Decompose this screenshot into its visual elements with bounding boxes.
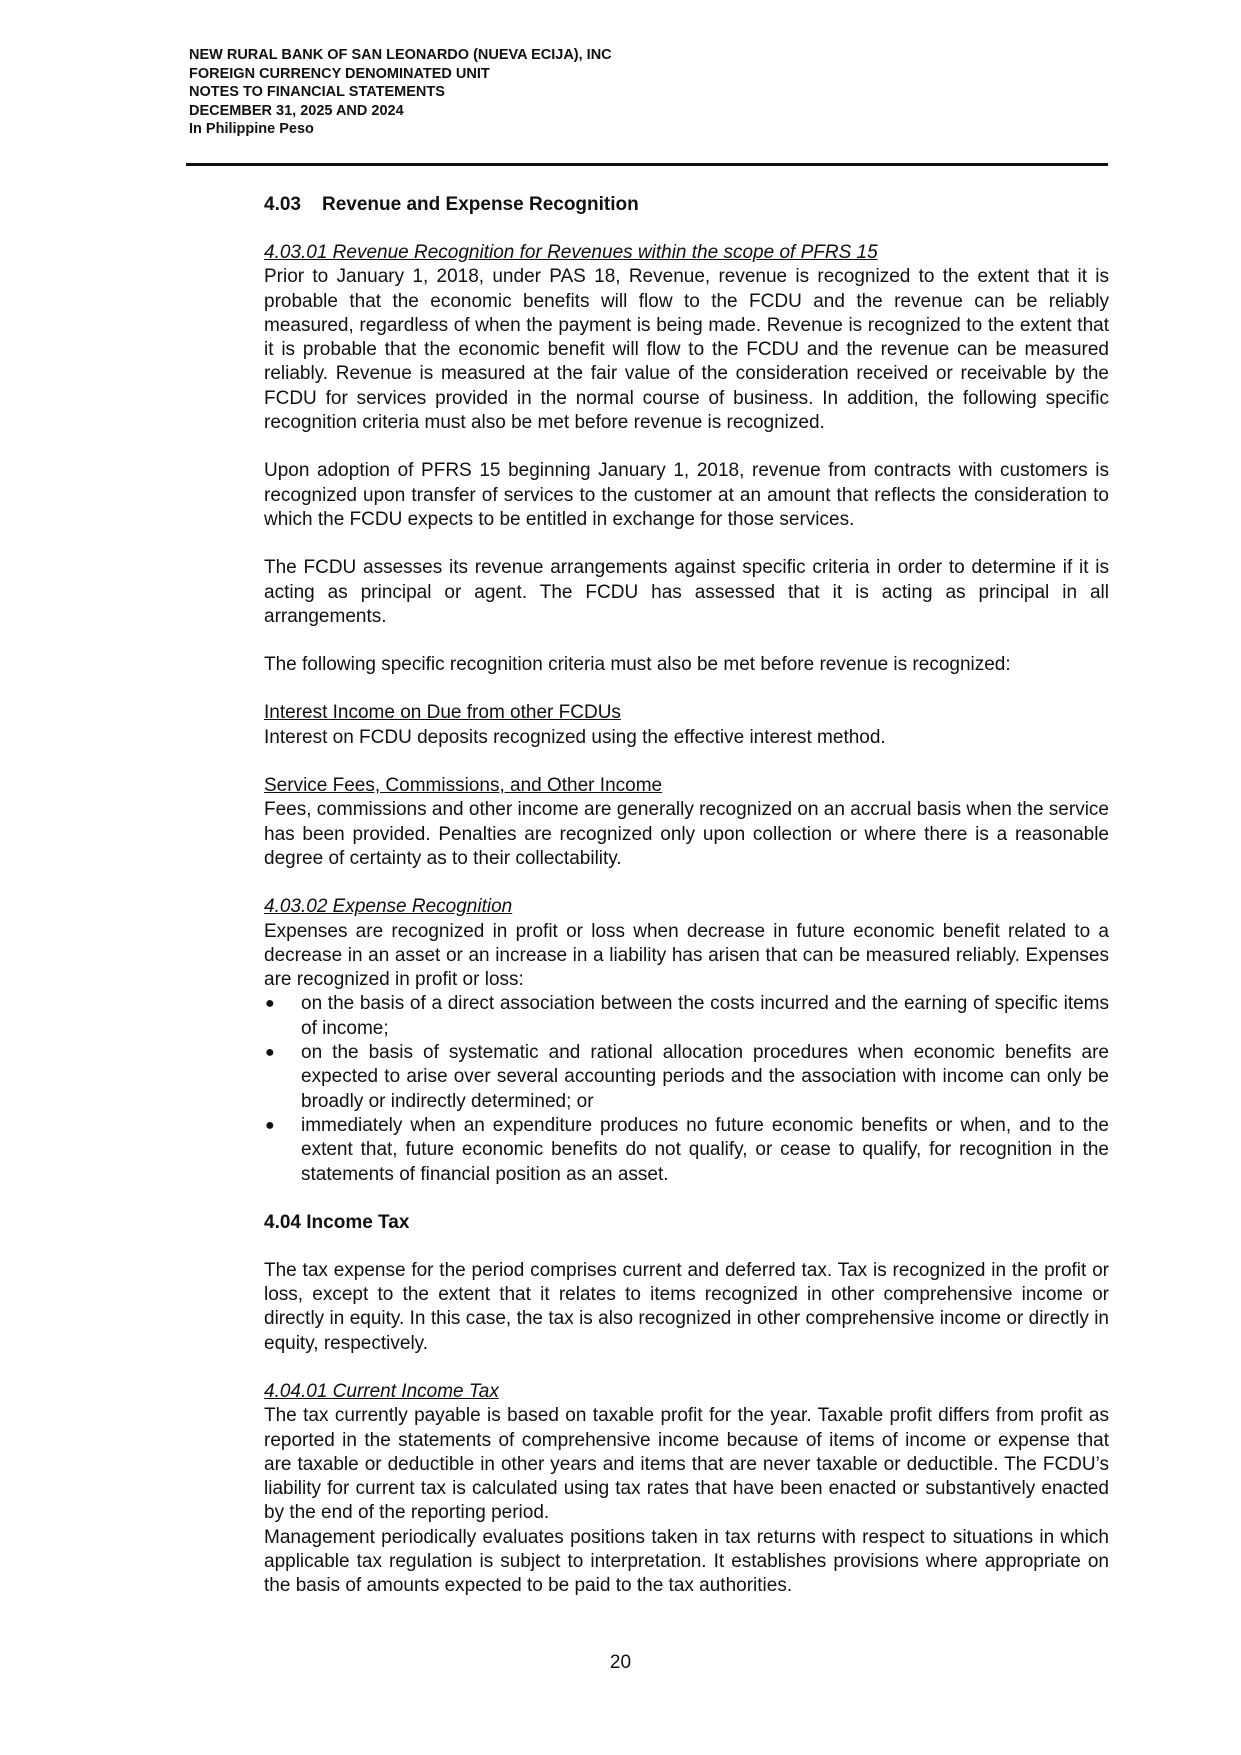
subsection-40302-heading: 4.03.02 Expense Recognition <box>264 896 513 918</box>
header-currency: In Philippine Peso <box>189 121 314 137</box>
subsection-40401-heading: 4.04.01 Current Income Tax <box>264 1380 499 1402</box>
spacer <box>264 750 1109 774</box>
spacer <box>264 871 1109 895</box>
spacer <box>264 1356 1109 1380</box>
income-tax-paragraph-1: The tax expense for the period comprises current and deferred tax. Tax is recognized in the profit or loss, except to the extent that it relates to items recognized in other comprehensive income or directly in equity. In this case, the tax is also recognized in other comprehensive income or directly in equity, respectively. <box>264 1259 1109 1354</box>
spacer <box>264 217 1109 241</box>
subsection-40301-heading: 4.03.01 Revenue Recognition for Revenues within the scope of PFRS 15 <box>264 242 878 263</box>
spacer <box>264 435 1109 459</box>
spacer <box>264 677 1109 701</box>
service-fees-heading: Service Fees, Commissions, and Other Income <box>264 775 663 797</box>
spacer <box>264 1235 1109 1259</box>
interest-income-text: Interest on FCDU deposits recognized using the effective interest method. <box>264 726 886 748</box>
section-404-heading: 4.04 Income Tax <box>264 1211 410 1233</box>
spacer <box>264 629 1109 653</box>
revenue-recognition-paragraph-3: The FCDU assesses its revenue arrangements against specific criteria in order to determine if it is acting as principal or agent. The FCDU has assessed that it is acting as principal in all arrangements. <box>264 557 1109 627</box>
bullet-icon: ● <box>265 995 275 1013</box>
header-document-type: NOTES TO FINANCIAL STATEMENTS <box>189 84 445 100</box>
revenue-recognition-paragraph-4: The following specific recognition criteria must also be met before revenue is recognized: <box>264 654 1011 676</box>
current-income-tax-paragraph-1: The tax currently payable is based on taxable profit for the year. Taxable profit differs from profit as reported in the statements of comprehensive income because of items of income or expense that are taxable or deductible in other years and items that are never taxable or deductible. The FCDU’s liability for current tax is calculated using tax rates that have been enacted or substantively enacted by the end of the reporting period. <box>264 1405 1109 1524</box>
revenue-recognition-paragraph-2: Upon adoption of PFRS 15 beginning January 1, 2018, revenue from contracts with customers is recognized upon transfer of services to the customer at an amount that reflects the consideration to which the FCDU expects to be entitled in exchange for those services. <box>264 460 1109 530</box>
header-divider <box>186 163 1108 166</box>
page-body <box>264 193 1109 1599</box>
section-403-heading <box>264 193 1109 217</box>
list-item-text: immediately when an expenditure produces no future economic benefits or when, and to the extent that, future economic benefits do not qualify, or cease to qualify, for recognition in the statements of financial position as an asset. <box>301 1114 1109 1185</box>
page-number: 20 <box>609 1652 632 1673</box>
service-fees-text: Fees, commissions and other income are generally recognized on an accrual basis when the service has been provided. Penalties are recognized only upon collection or where there is a reasonable degree of certainty as to their collectability. <box>264 799 1109 869</box>
section-403-title: Revenue and Expense Recognition <box>322 194 639 215</box>
header-bank-name: NEW RURAL BANK OF SAN LEONARDO (NUEVA ECIJA), INC <box>189 47 612 63</box>
spacer <box>264 532 1109 556</box>
interest-income-heading: Interest Income on Due from other FCDUs <box>264 702 621 724</box>
header-period: DECEMBER 31, 2025 AND 2024 <box>189 102 404 119</box>
list-item <box>264 1114 1109 1187</box>
section-403-number: 4.03 <box>264 194 301 215</box>
spacer <box>264 1187 1109 1211</box>
list-item <box>264 1041 1109 1114</box>
bullet-icon: ● <box>265 1116 275 1134</box>
header-unit-name: FOREIGN CURRENCY DENOMINATED UNIT <box>189 65 490 82</box>
expense-recognition-list <box>264 992 1109 1186</box>
list-item-text: on the basis of a direct association between the costs incurred and the earning of specific items of income; <box>301 993 1109 1039</box>
list-item <box>264 992 1109 1041</box>
list-item-text: on the basis of systematic and rational allocation procedures when economic benefits are expected to arise over several accounting periods and the association with income can only be broadly or indirectly determined; or <box>301 1042 1109 1112</box>
bullet-icon: ● <box>265 1044 275 1062</box>
expense-recognition-text: Expenses are recognized in profit or loss when decrease in future economic benefit related to a decrease in an asset or an increase in a liability has arisen that can be measured reliably. Expenses are recognized in profit or loss: <box>264 920 1109 991</box>
current-income-tax-paragraph-2: Management periodically evaluates positions taken in tax returns with respect to situations in which applicable tax regulation is subject to interpretation. It establishes provisions where appropriate on the basis of amounts expected to be paid to the tax authorities. <box>264 1526 1109 1597</box>
document-header <box>189 46 1089 139</box>
revenue-recognition-paragraph-1: Prior to January 1, 2018, under PAS 18, Revenue, revenue is recognized to the extent that it is probable that the economic benefits will flow to the FCDU and the revenue can be reliably measured, regardless of when the payment is being made. Revenue is recognized to the extent that it is probable that the economic benefit will flow to the FCDU and the revenue can be measured reliably. Revenue is measured at the fair value of the consideration received or receivable by the FCDU for services provided in the normal course of business. In addition, the following specific recognition criteria must also be met before revenue is recognized. <box>264 266 1109 434</box>
